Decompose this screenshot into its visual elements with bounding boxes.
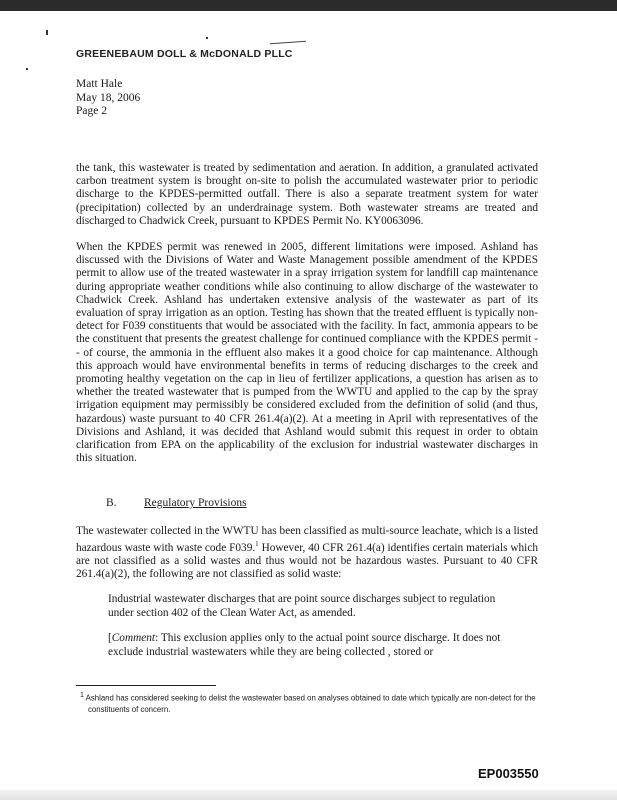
quoted-regulation: Industrial wastewater discharges that are point source discharges subject to regulation under section 402 of the Clean Water Act, as amended. <box>108 593 496 619</box>
scan-bottom-border <box>0 790 617 800</box>
bates-number: EP003550 <box>478 766 539 781</box>
footnote-reference[interactable]: 1 <box>255 540 259 549</box>
paragraph-regulatory <box>76 525 538 582</box>
paragraph-treatment: the tank, this wastewater is treated by sedimentation and aeration. In addition, a granulated activated carbon treatment system is brought on-site to polish the accumulated wastewater prior to periodic discharge to the KPDES-permitted outfall. There is also a separate treatment system for water (precipitation) collected by an underdrainage system. Both wastewater streams are treated and discharged to Chadwick Creek, pursuant to KPDES Permit No. KY0063096. <box>76 162 538 227</box>
paragraph-regulatory-text-b: However, 40 CFR 261.4(a) identifies certain materials which are not classified as a solid wastes and thus would not be hazardous wastes. Pursuant to 40 CFR 261.4(a)(2), the following are not classified as solid waste: <box>76 541 538 581</box>
page-number: Page 2 <box>76 105 107 117</box>
paragraph-kpdes-permit: When the KPDES permit was renewed in 2005, different limitations were imposed. Ashland has discussed with the Divisions of Water and Waste Management possible amendment of the KPDES permit to allow use of the treated wastewater in a spray irrigation system for landfill cap maintenance during appropriate weather conditions while also continuing to allow discharge of the wastewater to Chadwick Creek. Ashland has undertaken extensive analysis of the wastewater as part of its evaluation of spray irrigation as an option. Testing has shown that the treated effluent is typically non-detect for F039 constituents that would be associated with the facility. In fact, ammonia appears to be the constituent that presents the greatest challenge for continued compliance with the KPDES permit -- of course, the ammonia in the effluent also makes it a good choice for cap maintenance. Although this approach would have environmental benefits in terms of reducing discharges to the creek and promoting healthy vegetation on the cap in lieu of fertilizer applications, a question has arisen as to whether the treated wastewater that is pumped from the WWTU and applied to the cap by the spray irrigation equipment may permissibly be considered excluded from the definition of solid (and thus, hazardous) waste pursuant to 40 CFR 261.4(a)(2). At a meeting in April with representatives of the Divisions and Ashland, it was decided that Ashland would submit this request in order to obtain clarification from EPA on the applicability of the exclusion for industrial wastewater discharges in this situation. <box>76 241 538 465</box>
footnote-text: Ashland has considered seeking to delist the wastewater based on analyses obtained to date which typically are non-detect for the constituents of concern. <box>85 693 536 714</box>
comment-block: [Comment: This exclusion applies only to the actual point source discharge. It does not exclude industrial wastewaters while they are being collected , stored or <box>108 632 501 658</box>
letter-date: May 18, 2006 <box>76 91 141 104</box>
handwritten-mark <box>270 41 306 45</box>
footnote <box>76 690 546 715</box>
section-title: Regulatory Provisions <box>144 497 247 509</box>
footnote-divider <box>76 685 216 686</box>
section-letter: B. <box>106 497 117 509</box>
scan-speck <box>206 37 208 39</box>
section-heading <box>106 497 247 509</box>
comment-label: Comment <box>111 632 156 644</box>
letterhead-firm-name: GREENEBAUM DOLL & McDONALD PLLC <box>76 48 293 60</box>
recipient-name: Matt Hale <box>76 78 123 90</box>
footnote-mark: 1 <box>80 692 84 699</box>
letter-header <box>76 78 140 119</box>
comment-text: : This exclusion applies only to the actual point source discharge. It does not exclude industrial wastewaters while they are being collected , stored or <box>108 632 501 658</box>
scan-speck <box>26 68 28 70</box>
paragraph-regulatory-text-a: The wastewater collected in the WWTU has been classified as multi-source leachate, which is a listed hazardous waste with waste code F039. <box>76 525 538 554</box>
scan-speck <box>46 30 48 35</box>
scan-top-border <box>0 0 617 11</box>
